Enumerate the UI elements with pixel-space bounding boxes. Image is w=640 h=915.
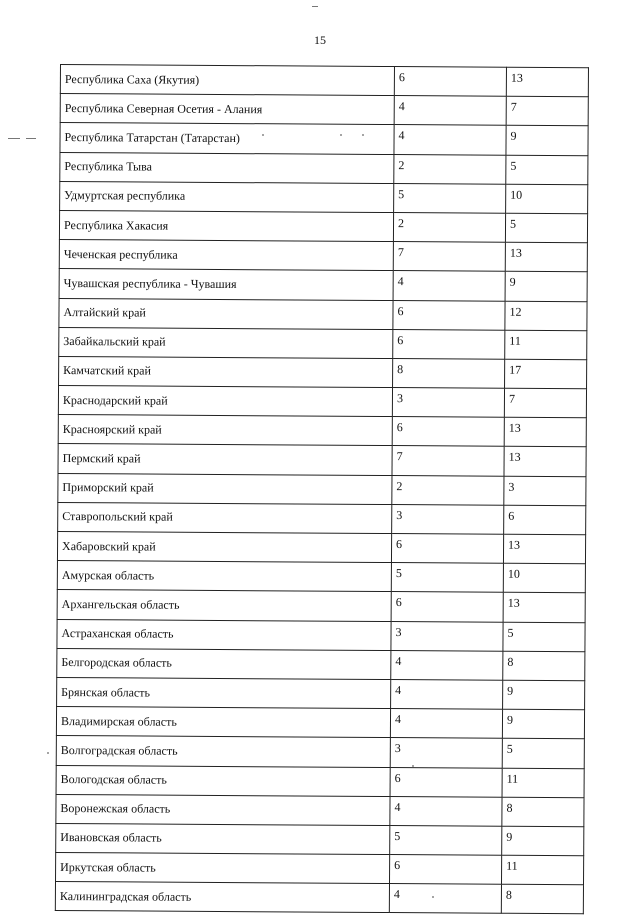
scan-artifact [312, 6, 318, 7]
table-row [57, 590, 585, 622]
table-row [58, 502, 586, 534]
value-cell-2: 6 [504, 505, 586, 535]
value-cell-1: 6 [391, 592, 503, 622]
region-name-cell: Республика Северная Осетия - Алания [60, 94, 394, 125]
value-cell-2: 5 [506, 155, 588, 185]
value-cell-2: 10 [506, 184, 588, 214]
region-name-cell: Вологодская область [56, 765, 390, 796]
value-cell-2: 7 [506, 96, 588, 126]
value-cell-2: 9 [502, 709, 584, 739]
value-cell-2: 8 [501, 884, 583, 914]
table-row [60, 94, 588, 126]
table-row [56, 794, 584, 826]
value-cell-1: 3 [391, 621, 503, 651]
value-cell-1: 6 [393, 329, 505, 359]
value-cell-2: 7 [504, 388, 586, 418]
value-cell-2: 3 [504, 476, 586, 506]
region-name-cell: Приморский край [58, 473, 392, 504]
value-cell-2: 11 [505, 330, 587, 360]
table-row [56, 707, 584, 739]
table-row [58, 473, 586, 505]
value-cell-2: 13 [503, 593, 585, 623]
table-row [57, 531, 585, 563]
table-row [59, 269, 587, 301]
value-cell-1: 5 [390, 825, 502, 855]
value-cell-2: 9 [506, 126, 588, 156]
table-row [57, 619, 585, 651]
table-row [56, 853, 584, 885]
value-cell-2: 8 [503, 651, 585, 681]
value-cell-2: 9 [505, 272, 587, 302]
value-cell-2: 9 [503, 680, 585, 710]
region-name-cell: Республика Саха (Якутия) [60, 65, 394, 96]
table-row [57, 648, 585, 680]
value-cell-2: 13 [506, 67, 588, 97]
regions-table [55, 64, 589, 915]
table-row [56, 765, 584, 797]
value-cell-1: 4 [390, 709, 502, 739]
value-cell-1: 6 [394, 67, 506, 97]
region-name-cell: Республика Татарстан (Татарстан) [60, 123, 394, 154]
value-cell-2: 8 [502, 797, 584, 827]
value-cell-1: 6 [390, 767, 502, 797]
region-name-cell: Удмуртская республика [60, 181, 394, 212]
region-name-cell: Воронежская область [56, 794, 390, 825]
table-row [55, 882, 583, 914]
value-cell-2: 11 [501, 855, 583, 885]
table-row [57, 677, 585, 709]
value-cell-1: 4 [391, 650, 503, 680]
value-cell-1: 3 [392, 504, 504, 534]
region-name-cell: Волгоградская область [56, 736, 390, 767]
value-cell-2: 5 [505, 213, 587, 243]
value-cell-1: 6 [389, 855, 501, 885]
region-name-cell: Амурская область [57, 561, 391, 592]
region-name-cell: Чувашская республика - Чувашия [59, 269, 393, 300]
region-name-cell: Ивановская область [56, 823, 390, 854]
region-name-cell: Республика Тыва [60, 152, 394, 183]
region-name-cell: Забайкальский край [59, 327, 393, 358]
value-cell-2: 13 [503, 534, 585, 564]
table-row [60, 181, 588, 213]
value-cell-1: 4 [389, 884, 501, 914]
value-cell-1: 4 [390, 796, 502, 826]
table-row [57, 561, 585, 593]
table-row [60, 65, 588, 97]
value-cell-1: 4 [393, 271, 505, 301]
table-row [60, 152, 588, 184]
value-cell-1: 2 [393, 212, 505, 242]
page-number: 15 [314, 33, 326, 47]
region-name-cell: Архангельская область [57, 590, 391, 621]
value-cell-2: 13 [505, 242, 587, 272]
value-cell-1: 4 [391, 679, 503, 709]
region-name-cell: Камчатский край [59, 356, 393, 387]
value-cell-1: 5 [394, 183, 506, 213]
table-row [56, 736, 584, 768]
value-cell-2: 11 [502, 768, 584, 798]
value-cell-1: 4 [394, 96, 506, 126]
value-cell-1: 7 [393, 242, 505, 272]
region-name-cell: Алтайский край [59, 298, 393, 329]
value-cell-1: 2 [394, 154, 506, 184]
value-cell-2: 9 [502, 826, 584, 856]
scan-artifact [26, 138, 36, 139]
region-name-cell: Иркутская область [56, 853, 390, 884]
table-row [59, 356, 587, 388]
value-cell-1: 6 [393, 300, 505, 330]
region-name-cell: Республика Хакасия [59, 210, 393, 241]
table-row [60, 123, 588, 155]
region-name-cell: Хабаровский край [57, 531, 391, 562]
table-row [56, 823, 584, 855]
value-cell-1: 3 [390, 738, 502, 768]
region-name-cell: Чеченская республика [59, 240, 393, 271]
value-cell-2: 13 [504, 417, 586, 447]
table-row [59, 210, 587, 242]
value-cell-2: 17 [505, 359, 587, 389]
scan-artifact [8, 138, 20, 139]
scan-artifact [47, 752, 49, 754]
region-name-cell: Калининградская область [55, 882, 389, 913]
region-name-cell: Ставропольский край [58, 502, 392, 533]
value-cell-1: 6 [391, 534, 503, 564]
value-cell-1: 3 [392, 388, 504, 418]
table-row [59, 298, 587, 330]
value-cell-2: 10 [503, 563, 585, 593]
value-cell-1: 4 [394, 125, 506, 155]
region-name-cell: Краснодарский край [58, 386, 392, 417]
value-cell-1: 8 [393, 358, 505, 388]
value-cell-1: 6 [392, 417, 504, 447]
region-name-cell: Владимирская область [56, 707, 390, 738]
table-body [55, 65, 588, 915]
region-name-cell: Астраханская область [57, 619, 391, 650]
table-row [58, 444, 586, 476]
table-row [59, 240, 587, 272]
value-cell-2: 5 [502, 739, 584, 769]
region-name-cell: Красноярский край [58, 415, 392, 446]
value-cell-1: 7 [392, 446, 504, 476]
region-name-cell: Пермский край [58, 444, 392, 475]
value-cell-1: 2 [392, 475, 504, 505]
value-cell-1: 5 [391, 563, 503, 593]
region-name-cell: Белгородская область [57, 648, 391, 679]
region-name-cell: Брянская область [57, 677, 391, 708]
table-row [59, 327, 587, 359]
value-cell-2: 13 [504, 447, 586, 477]
value-cell-2: 5 [503, 622, 585, 652]
value-cell-2: 12 [505, 301, 587, 331]
table-row [58, 386, 586, 418]
table-row [58, 415, 586, 447]
